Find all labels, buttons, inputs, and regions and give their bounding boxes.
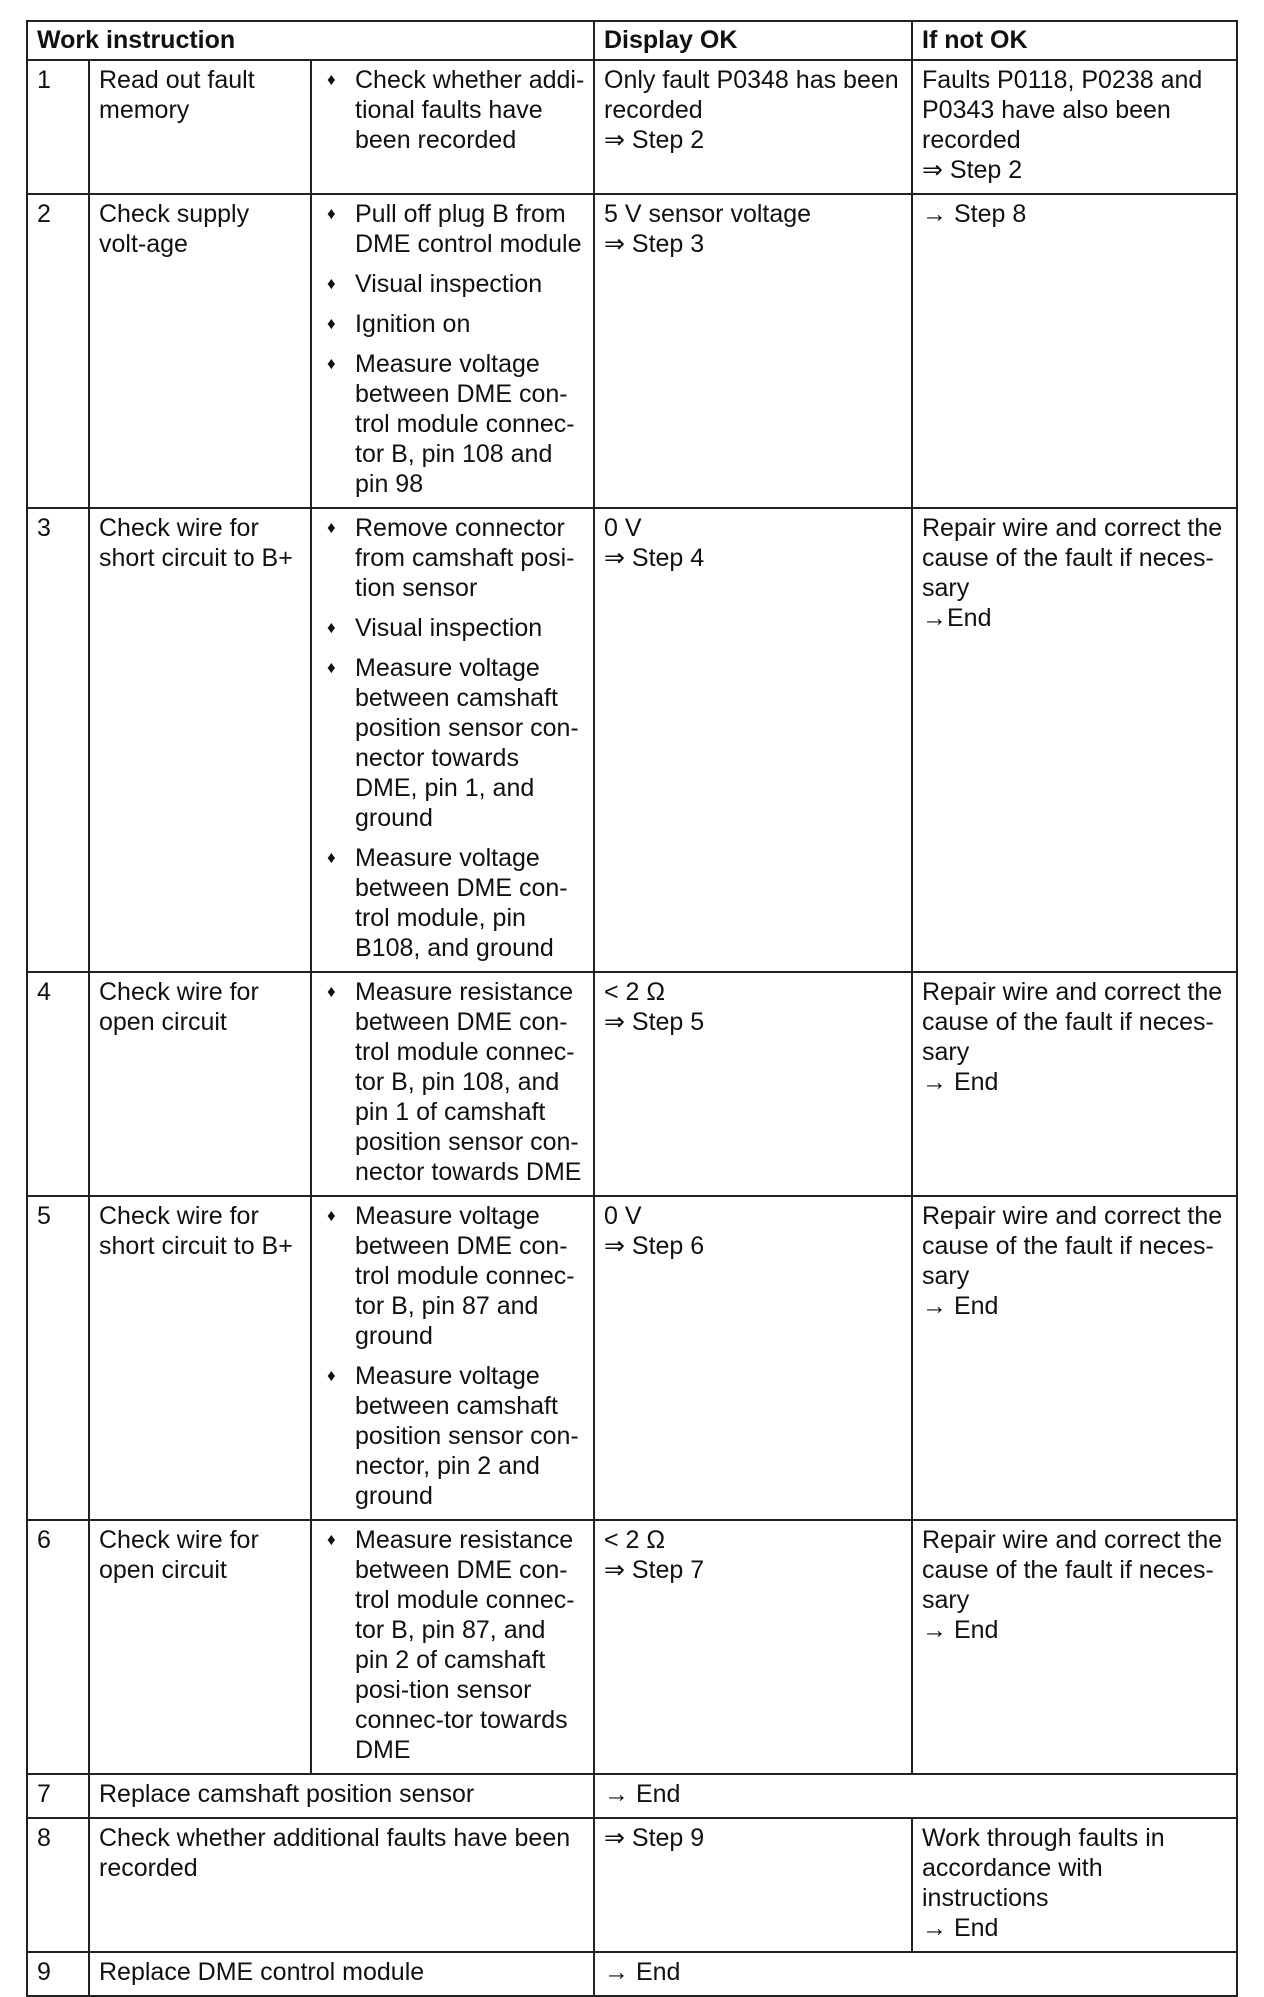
task-cell: Check wire for short circuit to B+ bbox=[89, 1196, 311, 1520]
action-text: Measure resistance between DME con-trol module connec-tor B, pin 108, and pin 1 of camshaft position sensor con-nector towards DME bbox=[355, 978, 582, 1186]
actions-cell bbox=[311, 508, 594, 972]
step-number: 5 bbox=[27, 1196, 89, 1520]
action-list bbox=[321, 1201, 585, 1511]
step-number: 2 bbox=[27, 194, 89, 508]
diamond-bullet-icon: ♦ bbox=[327, 314, 336, 333]
display-ok-cell: < 2 Ω ⇒ Step 5 bbox=[594, 972, 912, 1196]
task-cell: Check wire for open circuit bbox=[89, 972, 311, 1196]
header-display-ok: Display OK bbox=[594, 21, 912, 60]
diamond-bullet-icon: ♦ bbox=[327, 204, 336, 223]
action-text: Measure voltage between DME con-trol module connec-tor B, pin 87 and ground bbox=[355, 1202, 575, 1350]
diamond-bullet-icon: ♦ bbox=[327, 1366, 336, 1385]
if-not-ok-cell: Repair wire and correct the cause of the fault if neces-sary → End bbox=[912, 972, 1237, 1196]
action-item bbox=[321, 349, 585, 499]
action-text: Ignition on bbox=[355, 310, 471, 338]
display-ok-cell: 0 V ⇒ Step 4 bbox=[594, 508, 912, 972]
diamond-bullet-icon: ♦ bbox=[327, 848, 336, 867]
task-cell: Check whether additional faults have been recorded bbox=[89, 1818, 594, 1952]
table-row bbox=[27, 1952, 1237, 1996]
action-text: Measure voltage between DME con-trol module connec-tor B, pin 108 and pin 98 bbox=[355, 350, 575, 498]
action-text: Measure voltage between camshaft position sensor con-nector towards DME, pin 1, and ground bbox=[355, 654, 579, 832]
header-work-instruction: Work instruction bbox=[27, 21, 594, 60]
table-row bbox=[27, 508, 1237, 972]
actions-cell bbox=[311, 1520, 594, 1774]
diamond-bullet-icon: ♦ bbox=[327, 354, 336, 373]
table-row bbox=[27, 1520, 1237, 1774]
diamond-bullet-icon: ♦ bbox=[327, 70, 336, 89]
task-cell: Check wire for short circuit to B+ bbox=[89, 508, 311, 972]
action-list bbox=[321, 199, 585, 499]
step-number: 9 bbox=[27, 1952, 89, 1996]
action-item bbox=[321, 513, 585, 603]
display-ok-cell: Only fault P0348 has been recorded ⇒ Step 2 bbox=[594, 60, 912, 194]
display-ok-cell: 5 V sensor voltage ⇒ Step 3 bbox=[594, 194, 912, 508]
task-cell: Check supply volt-age bbox=[89, 194, 311, 508]
action-text: Measure resistance between DME con-trol module connec-tor B, pin 87, and pin 2 of camshaft posi-tion sensor connec-tor towards DME bbox=[355, 1526, 575, 1764]
table-header-row bbox=[27, 21, 1237, 60]
table-body bbox=[27, 60, 1237, 1774]
step-number: 8 bbox=[27, 1818, 89, 1952]
action-list bbox=[321, 513, 585, 963]
action-text: Visual inspection bbox=[355, 614, 543, 642]
action-list bbox=[321, 977, 585, 1187]
header-if-not-ok: If not OK bbox=[912, 21, 1237, 60]
action-text: Check whether addi-tional faults have been recorded bbox=[355, 66, 585, 154]
diamond-bullet-icon: ♦ bbox=[327, 618, 336, 637]
work-instruction-document bbox=[26, 20, 1236, 1997]
action-list bbox=[321, 1525, 585, 1765]
diamond-bullet-icon: ♦ bbox=[327, 274, 336, 293]
step-number: 6 bbox=[27, 1520, 89, 1774]
action-text: Remove connector from camshaft posi-tion sensor bbox=[355, 514, 575, 602]
table-row bbox=[27, 60, 1237, 194]
result-cell: → End bbox=[594, 1774, 1237, 1818]
table-row bbox=[27, 1774, 1237, 1818]
action-text: Measure voltage between camshaft position sensor con-nector, pin 2 and ground bbox=[355, 1362, 579, 1510]
action-item bbox=[321, 977, 585, 1187]
if-not-ok-cell: → Step 8 bbox=[912, 194, 1237, 508]
actions-cell bbox=[311, 1196, 594, 1520]
task-cell: Replace DME control module bbox=[89, 1952, 594, 1996]
action-item bbox=[321, 65, 585, 155]
actions-cell bbox=[311, 60, 594, 194]
display-ok-cell: ⇒ Step 9 bbox=[594, 1818, 912, 1952]
table-body-final bbox=[27, 1774, 1237, 1996]
diamond-bullet-icon: ♦ bbox=[327, 658, 336, 677]
display-ok-cell: < 2 Ω ⇒ Step 7 bbox=[594, 1520, 912, 1774]
action-list bbox=[321, 65, 585, 155]
task-cell: Check wire for open circuit bbox=[89, 1520, 311, 1774]
if-not-ok-cell: Repair wire and correct the cause of the fault if neces-sary →End bbox=[912, 508, 1237, 972]
task-cell: Replace camshaft position sensor bbox=[89, 1774, 594, 1818]
task-cell: Read out fault memory bbox=[89, 60, 311, 194]
action-item bbox=[321, 1361, 585, 1511]
table-row bbox=[27, 1818, 1237, 1952]
action-item bbox=[321, 1525, 585, 1765]
if-not-ok-cell: Repair wire and correct the cause of the fault if neces-sary → End bbox=[912, 1196, 1237, 1520]
action-text: Visual inspection bbox=[355, 270, 543, 298]
diamond-bullet-icon: ♦ bbox=[327, 982, 336, 1001]
actions-cell bbox=[311, 972, 594, 1196]
table-row bbox=[27, 194, 1237, 508]
work-instruction-table bbox=[26, 20, 1238, 1997]
action-item bbox=[321, 613, 585, 643]
diamond-bullet-icon: ♦ bbox=[327, 1530, 336, 1549]
action-item bbox=[321, 199, 585, 259]
action-item bbox=[321, 309, 585, 339]
diamond-bullet-icon: ♦ bbox=[327, 518, 336, 537]
action-text: Measure voltage between DME con-trol module, pin B108, and ground bbox=[355, 844, 568, 962]
table-row bbox=[27, 1196, 1237, 1520]
result-cell: → End bbox=[594, 1952, 1237, 1996]
actions-cell bbox=[311, 194, 594, 508]
action-item bbox=[321, 653, 585, 833]
step-number: 3 bbox=[27, 508, 89, 972]
step-number: 7 bbox=[27, 1774, 89, 1818]
action-item bbox=[321, 269, 585, 299]
action-item bbox=[321, 843, 585, 963]
if-not-ok-cell: Work through faults in accordance with instructions → End bbox=[912, 1818, 1237, 1952]
diamond-bullet-icon: ♦ bbox=[327, 1206, 336, 1225]
table-row bbox=[27, 972, 1237, 1196]
step-number: 1 bbox=[27, 60, 89, 194]
display-ok-cell: 0 V ⇒ Step 6 bbox=[594, 1196, 912, 1520]
action-text: Pull off plug B from DME control module bbox=[355, 200, 582, 258]
if-not-ok-cell: Repair wire and correct the cause of the fault if neces-sary → End bbox=[912, 1520, 1237, 1774]
if-not-ok-cell: Faults P0118, P0238 and P0343 have also been recorded ⇒ Step 2 bbox=[912, 60, 1237, 194]
step-number: 4 bbox=[27, 972, 89, 1196]
action-item bbox=[321, 1201, 585, 1351]
